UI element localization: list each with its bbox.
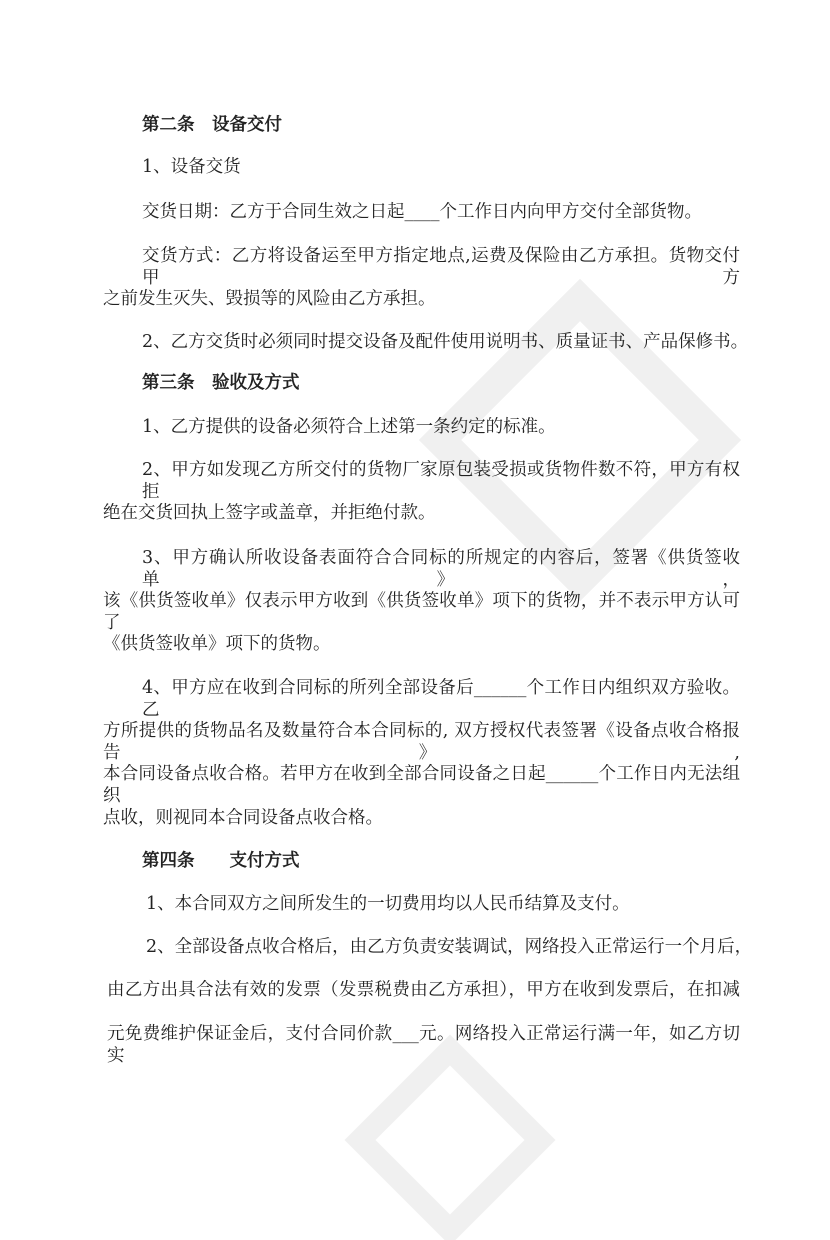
- paragraph-line: 2、乙方交货时必须同时提交设备及配件使用说明书、质量证书、产品保修书。: [142, 332, 749, 352]
- paragraph-line: 2、全部设备点收合格后，由乙方负责安装调试，网络投入正常运行一个月后，: [146, 937, 753, 957]
- paragraph-line: 《供货签收单》项下的货物。: [103, 634, 331, 654]
- paragraph-line: 1、乙方提供的设备必须符合上述第一条约定的标准。: [142, 417, 556, 437]
- paragraph-line: 之前发生灭失、毁损等的风险由乙方承担。: [103, 289, 436, 309]
- paragraph-line: 交货方式：乙方将设备运至甲方指定地点,运费及保险由乙方承担。货物交付甲方: [142, 246, 740, 288]
- paragraph-line: 2、甲方如发现乙方所交付的货物厂家原包装受损或货物件数不符，甲方有权拒: [142, 460, 740, 502]
- paragraph-line: 绝在交货回执上签字或盖章，并拒绝付款。: [103, 503, 436, 523]
- section-heading-4: 第四条 支付方式: [142, 851, 300, 871]
- paragraph-line: 点收，则视同本合同设备点收合格。: [103, 808, 383, 828]
- paragraph-line: 1、设备交货: [142, 157, 241, 177]
- paragraph-line: 由乙方出具合法有效的发票（发票税费由乙方承担），甲方在收到发票后，在扣减: [107, 980, 740, 1000]
- paragraph-line: 交货日期：乙方于合同生效之日起____个工作日内向甲方交付全部货物。: [142, 202, 702, 222]
- paragraph-line: 方所提供的货物品名及数量符合本合同标的, 双方授权代表签署《设备点收合格报告》,: [103, 721, 740, 763]
- section-heading-3: 第三条 验收及方式: [142, 373, 300, 393]
- watermark-logo-bottom: [350, 1040, 550, 1240]
- paragraph-line: 4、甲方应在收到合同标的所列全部设备后______个工作日内组织双方验收。乙: [142, 678, 740, 720]
- paragraph-line: 本合同设备点收合格。若甲方在收到全部合同设备之日起______个工作日内无法组织: [103, 764, 740, 806]
- paragraph-line: 3、甲方确认所收设备表面符合合同标的所规定的内容后，签署《供货签收单》，: [142, 548, 740, 590]
- paragraph-line: 该《供货签收单》仅表示甲方收到《供货签收单》项下的货物，并不表示甲方认可了: [103, 591, 740, 633]
- paragraph-line: 元免费维护保证金后，支付合同价款___元。网络投入正常运行满一年，如乙方切实: [107, 1024, 740, 1066]
- section-heading-2: 第二条 设备交付: [142, 115, 282, 135]
- paragraph-line: 1、本合同双方之间所发生的一切费用均以人民币结算及支付。: [146, 894, 630, 914]
